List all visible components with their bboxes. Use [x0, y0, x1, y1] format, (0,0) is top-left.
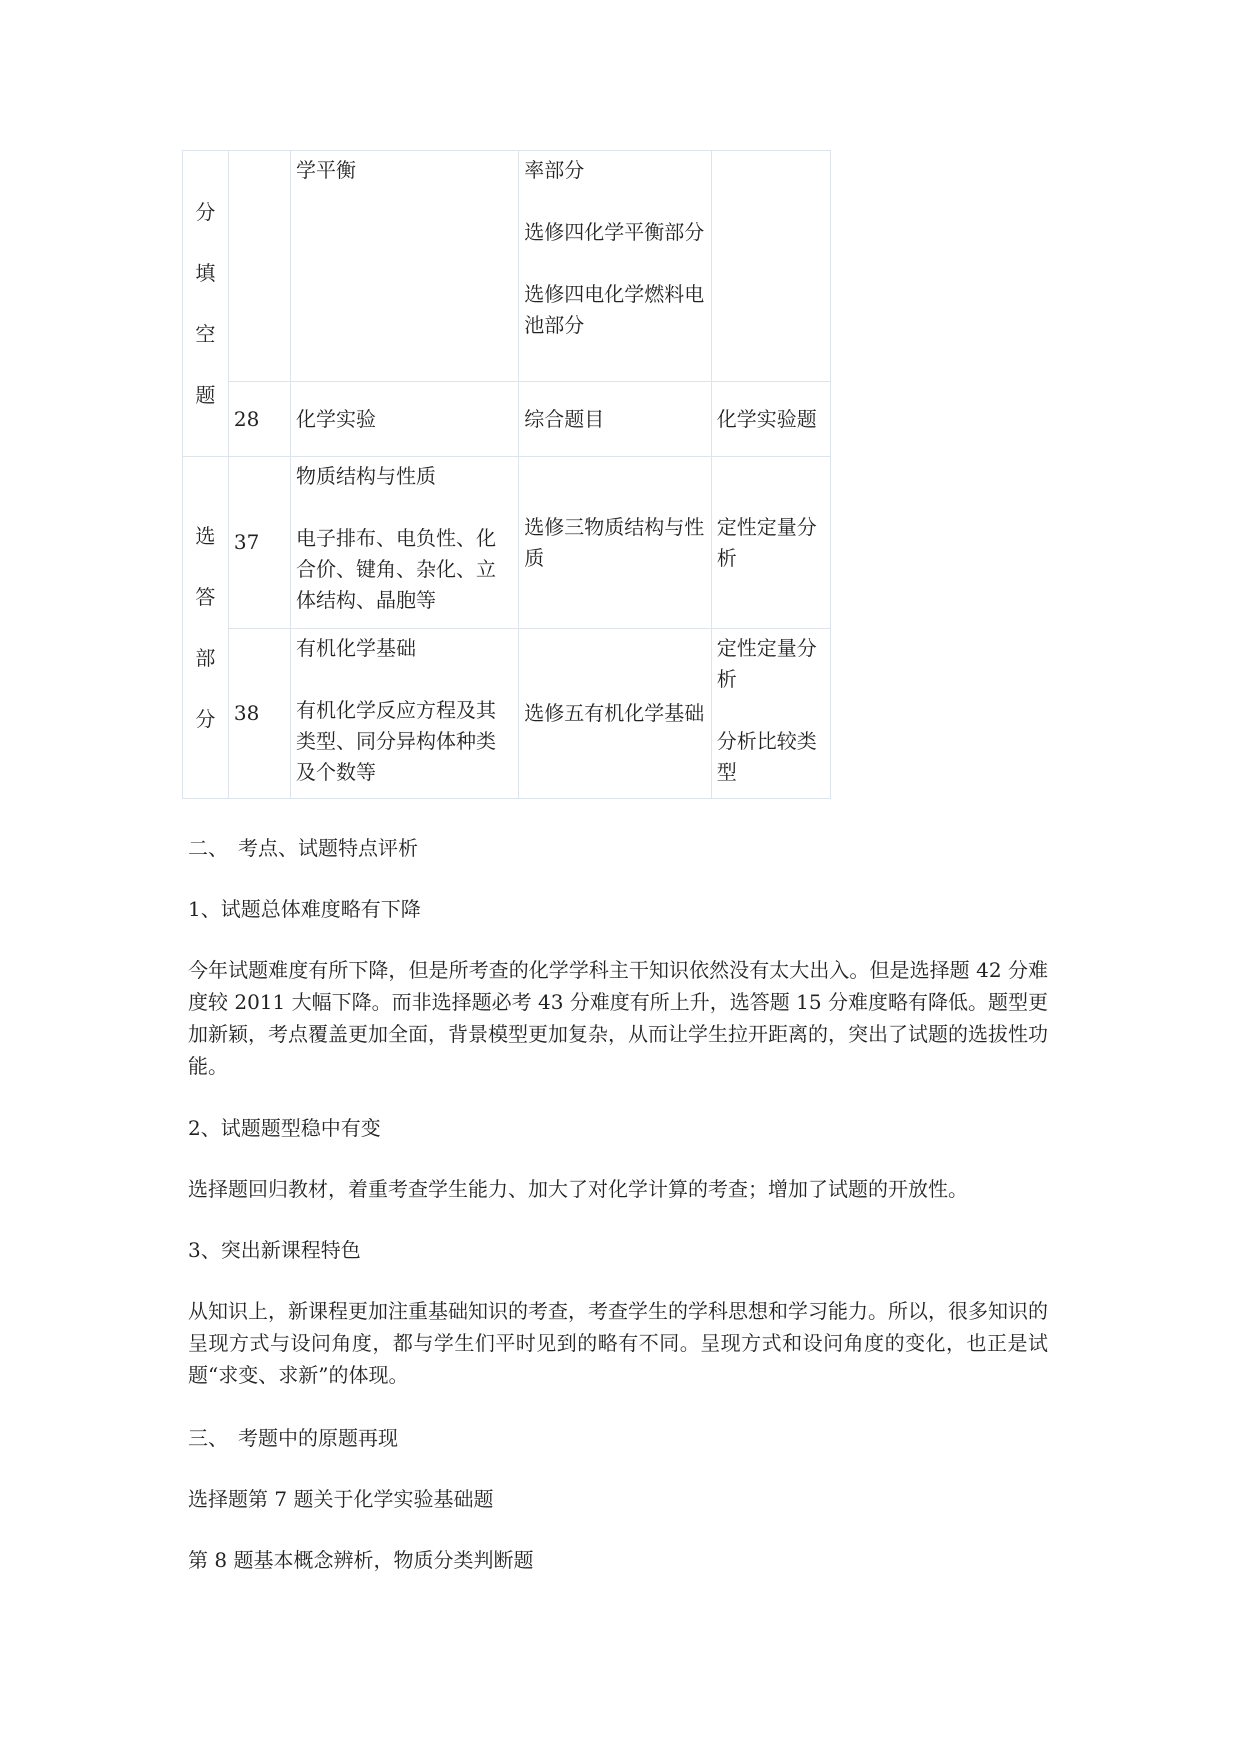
table-row	[183, 629, 831, 799]
section-char: 分	[195, 706, 216, 731]
topic-cell: 化学实验	[290, 382, 518, 457]
type-text: 定性定量分析	[716, 636, 817, 691]
elective-section-label	[183, 457, 229, 799]
section-char: 空	[195, 321, 216, 346]
source-text: 选修四电化学燃料电池部分	[524, 282, 705, 337]
topic-title: 物质结构与性质	[295, 464, 436, 488]
source-cell: 选修五有机化学基础	[519, 629, 712, 799]
section-char: 填	[195, 260, 216, 285]
subsection-heading: 3、突出新课程特色	[188, 1238, 361, 1262]
question-number-cell: 37	[228, 457, 290, 629]
table-row	[183, 457, 831, 629]
type-cell: 化学实验题	[711, 382, 830, 457]
topic-title: 有机化学基础	[295, 636, 416, 660]
type-cell: 定性定量分析	[711, 457, 830, 629]
topic-cell	[290, 629, 518, 799]
section-heading: 二、 考点、试题特点评析	[188, 836, 418, 860]
topic-text: 学平衡	[295, 158, 356, 182]
fill-section-label	[183, 151, 229, 457]
paragraph: 从知识上，新课程更加注重基础知识的考查，考查学生的学科思想和学习能力。所以，很多知识的呈现方式与设问角度，都与学生们平时见到的略有不同。呈现方式和设问角度的变化，也正是试题“求变、求新”的体现。	[188, 1299, 1048, 1387]
type-cell	[711, 629, 830, 799]
section-char: 选	[195, 523, 216, 548]
type-cell	[711, 151, 830, 382]
table-row	[183, 382, 831, 457]
paragraph: 第 8 题基本概念辨析，物质分类判断题	[188, 1548, 534, 1572]
topic-detail: 有机化学反应方程及其类型、同分异构体种类及个数等	[295, 698, 496, 784]
source-text: 选修四化学平衡部分	[524, 220, 705, 244]
source-cell	[519, 151, 712, 382]
topic-cell	[290, 151, 518, 382]
section-char: 部	[195, 645, 216, 670]
source-cell: 综合题目	[519, 382, 712, 457]
question-number-cell	[228, 151, 290, 382]
source-cell: 选修三物质结构与性质	[519, 457, 712, 629]
source-text: 率部分	[524, 158, 585, 182]
section-char: 题	[195, 382, 216, 407]
paragraph: 今年试题难度有所下降，但是所考查的化学学科主干知识依然没有太大出入。但是选择题 42 分难度较 2011 大幅下降。而非选择题必考 43 分难度有所上升，选答题 15 分难度略有降低。题型更加新颖，考点覆盖更加全面，背景模型更加复杂，从而让学生拉开距离的，突出了试题的选拔性功能。	[188, 958, 1048, 1078]
topic-cell	[290, 457, 518, 629]
section-char: 答	[195, 584, 216, 609]
type-text: 分析比较类型	[716, 729, 817, 784]
subsection-heading: 2、试题题型稳中有变	[188, 1116, 381, 1140]
question-number-cell: 28	[228, 382, 290, 457]
section-char: 分	[195, 199, 216, 224]
exam-analysis-table	[182, 150, 831, 799]
paragraph: 选择题回归教材，着重考查学生能力、加大了对化学计算的考查；增加了试题的开放性。	[188, 1177, 968, 1201]
topic-detail: 电子排布、电负性、化合价、键角、杂化、立体结构、晶胞等	[295, 526, 496, 612]
table-row	[183, 151, 831, 382]
subsection-heading: 1、试题总体难度略有下降	[188, 897, 421, 921]
section-heading: 三、 考题中的原题再现	[188, 1426, 398, 1450]
paragraph: 选择题第 7 题关于化学实验基础题	[188, 1487, 494, 1511]
question-number-cell: 38	[228, 629, 290, 799]
